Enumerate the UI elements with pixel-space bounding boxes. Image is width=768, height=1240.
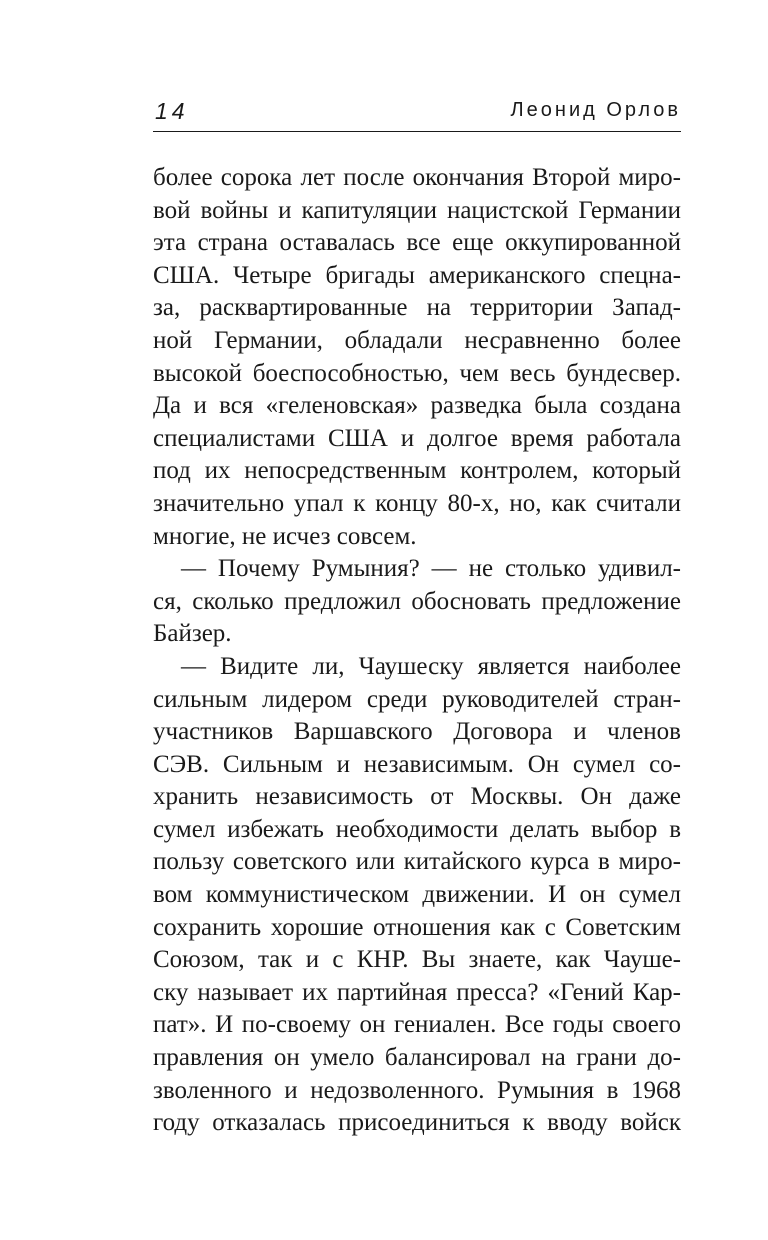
page-header: [153, 98, 681, 132]
text-line: хранить независимость от Москвы. Он даже: [153, 783, 681, 811]
text-line: эта страна оставалась все еще оккупированной: [153, 229, 681, 257]
paragraph-end-line: многие, не исчез совсем.: [153, 522, 417, 550]
text-line: году отказалась присоединиться к вводу войск: [153, 1109, 681, 1137]
text-line: зволенного и недозволенного. Румыния в 1968: [153, 1076, 681, 1104]
dialogue-line: — Видите ли, Чаушеску является наиболее: [181, 652, 681, 680]
text-line: высокой боеспособностью, чем весь бундесвер.: [153, 359, 681, 387]
text-line: вом коммунистическом движении. И он сумел: [153, 881, 681, 909]
text-line: пат». И по-своему он гениален. Все годы своего: [153, 1011, 681, 1039]
body-text: [153, 162, 681, 1140]
text-line: более сорока лет после окончания Второй миро-: [153, 164, 681, 191]
header-rule: [153, 131, 681, 132]
paragraph-end-line: Байзер.: [153, 620, 232, 648]
text-line: под их непосредственным контролем, который: [153, 457, 681, 485]
text-line: пользу советского или китайского курса в миро-: [153, 848, 681, 876]
text-line: специалистами США и долгое время работала: [153, 424, 681, 452]
text-line: Союзом, так и с КНР. Вы знаете, как Чауше-: [153, 946, 681, 974]
running-head-author: Леонид Орлов: [510, 99, 681, 121]
text-line: сумел избежать необходимости делать выбор в: [153, 815, 681, 843]
text-line: ску называет их партийная пресса? «Гений Кар-: [153, 978, 681, 1006]
text-line: вой войны и капитуляции нацистской Германии: [153, 196, 681, 224]
text-line: сохранить хорошие отношения как с Советским: [153, 913, 681, 941]
text-line: за, расквартированные на территории Запад-: [153, 294, 681, 322]
text-line: значительно упал к концу 80-х, но, как считали: [153, 489, 681, 517]
page-number: 14: [155, 98, 189, 124]
text-line: ся, сколько предложил обосновать предложение: [153, 587, 681, 615]
dialogue-line: — Почему Румыния? — не столько удивил-: [181, 555, 681, 583]
text-line: правления он умело балансировал на грани до-: [153, 1044, 681, 1072]
text-line: СЭВ. Сильным и независимым. Он сумел со-: [153, 750, 681, 778]
text-line: участников Варшавского Договора и членов: [153, 718, 681, 746]
text-line: ной Германии, обладали несравненно более: [153, 326, 681, 354]
text-line: Да и вся «геленовская» разведка была создана: [153, 392, 681, 420]
text-line: сильным лидером среди руководителей стран-: [153, 685, 681, 713]
text-line: США. Четыре бригады американского спецна-: [153, 261, 681, 289]
